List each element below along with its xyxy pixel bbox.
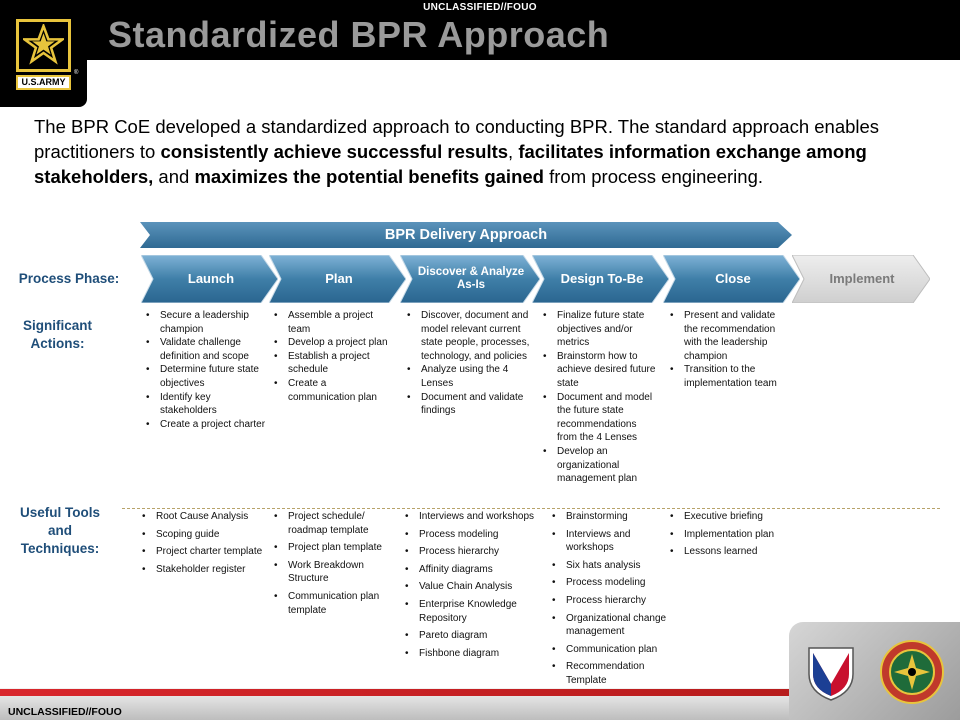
classification-top: UNCLASSIFIED//FOUO bbox=[423, 2, 537, 13]
list-item: • Scoping guide bbox=[140, 528, 268, 542]
tools-design bbox=[550, 510, 674, 692]
list-item: • Document and validate findings bbox=[405, 391, 533, 418]
tools-close bbox=[668, 510, 792, 563]
useful-tools-label: Useful Tools and Techniques: bbox=[19, 505, 100, 556]
page-title: Standardized BPR Approach bbox=[108, 14, 610, 55]
list-item: • Organizational change management bbox=[550, 612, 674, 639]
significant-actions-label: Significant Actions: bbox=[22, 318, 92, 351]
logo-frame bbox=[16, 19, 71, 72]
list-item: • Interviews and workshops bbox=[550, 528, 674, 555]
phase-label-launch: Launch bbox=[187, 271, 235, 286]
phase-label-design: Design To-Be bbox=[560, 271, 644, 286]
list-item: • Process modeling bbox=[550, 576, 674, 590]
list-item: • Brainstorm how to achieve desired future state bbox=[541, 350, 659, 391]
process-phase-label: Process Phase: bbox=[18, 271, 120, 286]
intro-text: , bbox=[508, 141, 519, 162]
classification-bottom: UNCLASSIFIED//FOUO bbox=[8, 706, 122, 718]
phase-discover bbox=[400, 255, 540, 303]
list-item: • Establish a project schedule bbox=[272, 350, 394, 377]
actions-launch bbox=[144, 309, 268, 431]
actions-design bbox=[541, 309, 659, 486]
phase-implement bbox=[792, 255, 930, 303]
list-item: • Brainstorming bbox=[550, 510, 674, 524]
intro-bold: consistently achieve successful results bbox=[160, 141, 509, 162]
list-item: • Project charter template bbox=[140, 545, 268, 559]
list-item: • Validate challenge definition and scope bbox=[144, 336, 268, 363]
list-item: • Secure a leadership champion bbox=[144, 309, 268, 336]
intro-text: from process engineering. bbox=[543, 166, 763, 187]
list-item: • Recommendation Template bbox=[550, 660, 674, 687]
list-item: • Discover, document and model relevant current state people, processes, technology, and policies bbox=[405, 309, 533, 363]
list-item: • Work Breakdown Structure bbox=[272, 559, 396, 586]
phase-launch bbox=[141, 255, 278, 303]
logo-text: U.S.ARMY bbox=[16, 75, 71, 90]
list-item: • Develop a project plan bbox=[272, 336, 394, 350]
phase-design bbox=[532, 255, 669, 303]
phase-label-discover: Discover & Analyze As-Is bbox=[417, 266, 525, 291]
list-item: • Process hierarchy bbox=[550, 594, 674, 608]
list-item: • Lessons learned bbox=[668, 545, 792, 559]
list-item: • Interviews and workshops bbox=[403, 510, 537, 524]
list-item: • Finalize future state objectives and/or metrics bbox=[541, 309, 659, 350]
actions-plan bbox=[272, 309, 394, 404]
phase-plan bbox=[269, 255, 406, 303]
list-item: • Develop an organizational management plan bbox=[541, 445, 659, 486]
command-seal-icon bbox=[880, 640, 944, 704]
list-item: • Root Cause Analysis bbox=[140, 510, 268, 524]
phase-label-close: Close bbox=[715, 271, 751, 286]
list-item: • Affinity diagrams bbox=[403, 563, 537, 577]
intro-bold: facilitates information exchange among stakeholders, bbox=[34, 141, 867, 187]
list-item: • Process hierarchy bbox=[403, 545, 537, 559]
list-item: • Determine future state objectives bbox=[144, 363, 268, 390]
phase-close bbox=[663, 255, 800, 303]
list-item: • Project plan template bbox=[272, 541, 396, 555]
tools-launch bbox=[140, 510, 268, 580]
army-star-logo-icon bbox=[23, 24, 64, 65]
list-item: • Executive briefing bbox=[668, 510, 792, 524]
actions-discover bbox=[405, 309, 533, 418]
tools-discover bbox=[403, 510, 537, 664]
footer-red-line bbox=[0, 689, 790, 696]
list-item: • Create a communication plan bbox=[272, 377, 394, 404]
phase-label-plan: Plan bbox=[325, 271, 353, 286]
intro-bold: maximizes the potential benefits gained bbox=[194, 166, 544, 187]
list-item: • Communication plan template bbox=[272, 590, 396, 617]
section-divider bbox=[122, 508, 940, 509]
list-item: • Pareto diagram bbox=[403, 629, 537, 643]
intro-text: The BPR CoE developed a standardized approach to conducting BPR. The standard approach enables practitioners to bbox=[34, 116, 880, 162]
list-item: • Assemble a project team bbox=[272, 309, 394, 336]
list-item: • Implementation plan bbox=[668, 528, 792, 542]
amc-shield-icon bbox=[806, 644, 856, 702]
intro-text: and bbox=[153, 166, 195, 187]
list-item: • Process modeling bbox=[403, 528, 537, 542]
list-item: • Create a project charter bbox=[144, 418, 268, 432]
list-item: • Communication plan bbox=[550, 643, 674, 657]
list-item: • Present and validate the recommendation with the leadership champion bbox=[668, 309, 788, 363]
list-item: • Transition to the implementation team bbox=[668, 363, 788, 390]
registered-mark: ® bbox=[74, 70, 79, 76]
list-item: • Fishbone diagram bbox=[403, 647, 537, 661]
army-logo bbox=[0, 0, 87, 107]
tools-plan bbox=[272, 510, 396, 621]
list-item: • Six hats analysis bbox=[550, 559, 674, 573]
phase-label-implement: Implement bbox=[829, 271, 895, 286]
list-item: • Document and model the future state recommendations from the 4 Lenses bbox=[541, 391, 659, 445]
list-item: • Analyze using the 4 Lenses bbox=[405, 363, 533, 390]
list-item: • Stakeholder register bbox=[140, 563, 268, 577]
delivery-approach-label: BPR Delivery Approach bbox=[384, 227, 548, 243]
actions-close bbox=[668, 309, 788, 391]
intro-paragraph bbox=[34, 114, 894, 189]
list-item: • Enterprise Knowledge Repository bbox=[403, 598, 537, 625]
delivery-approach-banner bbox=[140, 222, 792, 248]
list-item: • Value Chain Analysis bbox=[403, 580, 537, 594]
list-item: • Project schedule/ roadmap template bbox=[272, 510, 396, 537]
list-item: • Identify key stakeholders bbox=[144, 391, 268, 418]
